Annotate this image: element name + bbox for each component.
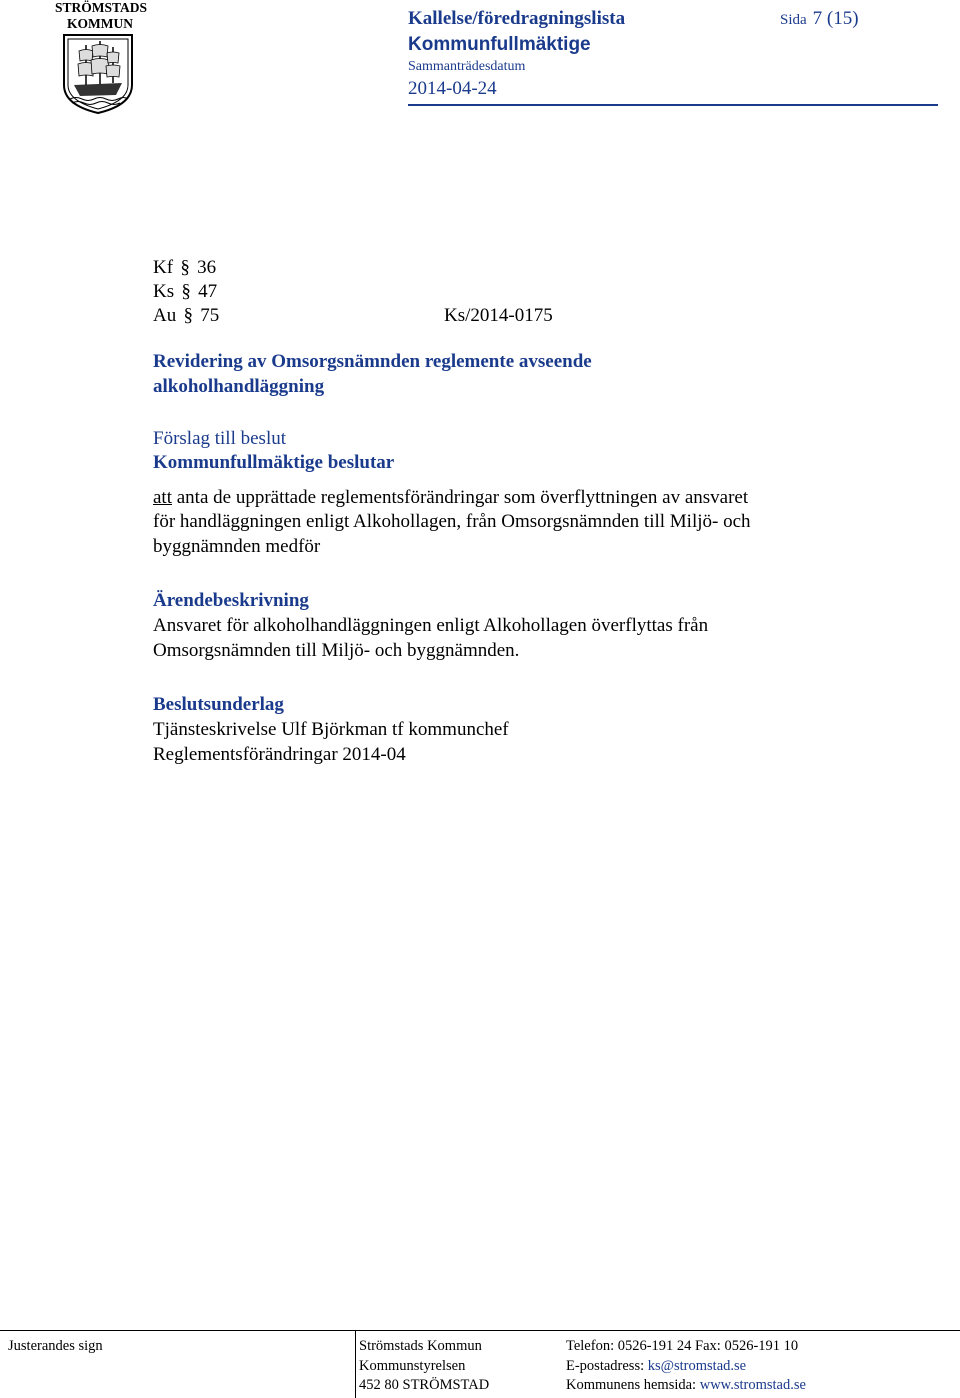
decision-att: att <box>153 487 172 508</box>
document-type-title: Kallelse/föredragningslista <box>408 8 626 29</box>
case-ref-code: Au <box>153 305 177 326</box>
case-ref-au <box>153 304 219 329</box>
case-title-line1: Revidering av Omsorgsnämnden reglemente avseende <box>153 351 592 372</box>
case-ref-number: 75 <box>200 305 220 326</box>
case-ref-ks <box>153 280 217 305</box>
meeting-date-label: Sammanträdesdatum <box>408 59 526 74</box>
org-name-line1: STRÖMSTADS <box>55 0 148 15</box>
basis-line1: Tjänsteskrivelse Ulf Björkman tf kommunchef <box>153 719 509 740</box>
sign-label: Justerandes sign <box>8 1338 103 1354</box>
basis-line2: Reglementsförändringar 2014-04 <box>153 744 406 765</box>
proposal-label: Förslag till beslut <box>153 428 286 449</box>
org-name <box>55 0 148 32</box>
description-line1: Ansvaret för alkoholhandläggningen enligt Alkohollagen överflyttas från <box>153 615 709 636</box>
case-ref-number: 36 <box>197 257 217 278</box>
section-sign: § <box>183 305 193 326</box>
section-sign: § <box>180 257 190 278</box>
diary-number: Ks/2014-0175 <box>444 305 553 326</box>
decision-line1-rest: anta de upprättade reglementsförändringar som överflyttningen av ansvaret <box>172 487 749 508</box>
footer-website <box>566 1376 806 1396</box>
ship-coat-of-arms-icon <box>62 33 134 120</box>
page-number: 7 (15) <box>812 8 859 29</box>
footer-divider <box>0 1330 960 1331</box>
page-label: Sida <box>780 12 807 28</box>
decision-heading: Kommunfullmäktige beslutar <box>153 452 395 473</box>
case-title-line2: alkoholhandläggning <box>153 376 325 397</box>
footer-phone-fax: Telefon: 0526-191 24 Fax: 0526-191 10 <box>566 1338 799 1354</box>
description-line2: Omsorgsnämnden till Miljö- och byggnämnden. <box>153 640 520 661</box>
header-divider <box>408 104 938 106</box>
website-link[interactable]: www.stromstad.se <box>699 1377 806 1393</box>
footer-address-line1: Strömstads Kommun <box>359 1338 482 1354</box>
page-indicator <box>780 8 859 30</box>
org-name-line2: KOMMUN <box>67 16 133 31</box>
description-heading: Ärendebeskrivning <box>153 590 309 611</box>
footer-column-separator <box>355 1330 356 1398</box>
footer-address-line3: 452 80 STRÖMSTAD <box>359 1377 490 1393</box>
basis-heading: Beslutsunderlag <box>153 694 284 715</box>
case-ref-code: Kf <box>153 257 174 278</box>
case-ref-number: 47 <box>198 281 218 302</box>
assembly-name: Kommunfullmäktige <box>408 34 591 55</box>
decision-text-line1 <box>153 486 748 511</box>
email-link[interactable]: ks@stromstad.se <box>647 1358 747 1374</box>
decision-text-line2: för handläggningen enligt Alkohollagen, från Omsorgsnämnden till Miljö- och <box>153 511 751 532</box>
case-ref-code: Ks <box>153 281 175 302</box>
website-label: Kommunens hemsida: <box>566 1377 700 1393</box>
footer-address-line2: Kommunstyrelsen <box>359 1358 466 1374</box>
case-ref-kf <box>153 256 216 281</box>
meeting-date: 2014-04-24 <box>408 78 497 99</box>
footer-email <box>566 1357 746 1377</box>
section-sign: § <box>181 281 191 302</box>
decision-text-line3: byggnämnden medför <box>153 536 321 557</box>
email-label: E-postadress: <box>566 1358 648 1374</box>
